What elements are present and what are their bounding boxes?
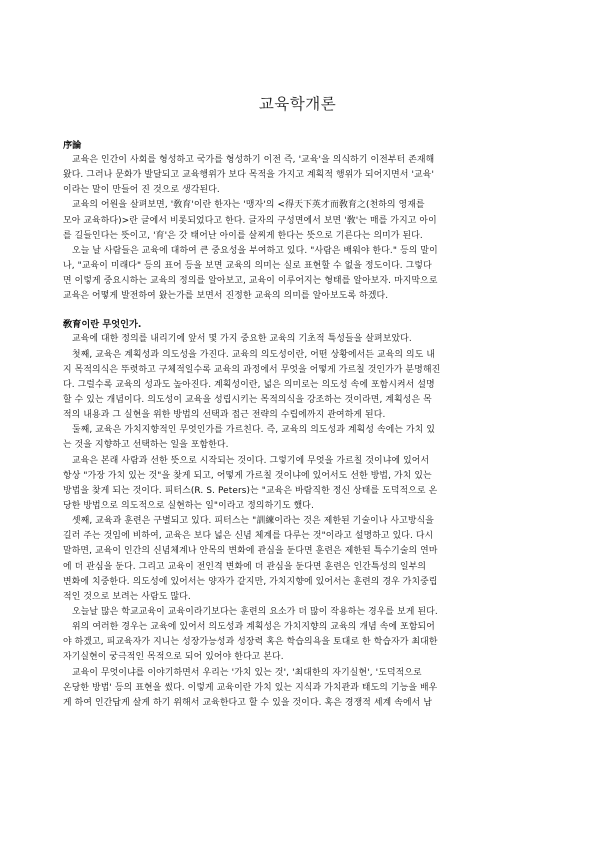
body-text-line: 나, "교육이 미래다" 등의 표어 등을 보면 교육의 의미는 실로 표현할 수 없을 정도이다. 그렇다 (63, 260, 432, 271)
body-text-line: 교육은 본래 사람과 선한 뜻으로 시작되는 것이다. 그렇기에 무엇을 가르칠 것이냐에 있어서 (72, 455, 430, 466)
body-text-line: 다. 그럴수록 교육의 성과도 높아진다. 계획성이란, 넓은 의미로는 의도성 속에 포함시켜서 설명 (63, 379, 435, 390)
body-text-line: 오늘 날 사람들은 교육에 대하여 큰 중요성을 부여하고 있다. "사람은 배워야 한다." 등의 말이 (72, 245, 438, 256)
section (63, 139, 533, 304)
body-text-line: 에 더 관심을 둔다. 그리고 교육이 전인격 변화에 더 관심을 둔다면 훈련은 인간특성의 일부의 (63, 561, 427, 572)
body-text-line: 면 이렇게 중요시하는 교육의 정의를 알아보고, 교육이 이루어지는 형태를 알아보자. 마지막으로 (63, 276, 438, 287)
body-text-line: 적의 내용과 그 실현을 위한 방법의 선택과 접근 전략의 수립에까지 관여하게 된다. (63, 410, 386, 421)
body-text-line: 지 목적의식은 뚜렷하고 구체적일수록 교육의 과정에서 무엇을 어떻게 가르칠 것인가가 분명해진 (63, 364, 441, 375)
body-text-line: 첫째, 교육은 계획성과 의도성을 가진다. 교육의 의도성이란, 어떤 상황에서든 교육의 의도 내 (72, 349, 436, 360)
body-text-line: 는 것을 지향하고 선택하는 일을 포함한다. (63, 440, 229, 451)
body-text-line: 당한 방법으로 의도적으로 실현하는 일"이라고 정의하기도 했다. (63, 500, 314, 511)
body-text-line: 할 수 있는 개념이다. 의도성이 교육을 성립시키는 목적의식을 강조하는 것이라면, 계획성은 목 (63, 394, 432, 405)
document-title: 교육학개론 (258, 95, 337, 113)
body-text-line: 위의 여러한 경우는 교육에 있어서 의도성과 계획성은 가치지향의 교육의 개념 속에 포함되어 (72, 622, 435, 633)
body-text-line: 셋째, 교육과 훈련은 구별되고 있다. 피터스는 "訓練이라는 것은 제한된 기술이나 사고방식을 (72, 516, 434, 527)
section-heading: 敎育이란 무엇인가. (63, 319, 142, 331)
body-text-line: 모아 교육하다)>란 글에서 비롯되었다고 한다. 글자의 구성면에서 보면 '敎'는 매를 가지고 아이 (63, 215, 437, 226)
body-text-line: 오늘날 많은 학교교육이 교육이라기보다는 훈련의 요소가 더 많이 작용하는 경우를 보게 된다. (72, 606, 438, 617)
section-gap (63, 304, 533, 318)
body-text-line: 항상 "가장 가치 있는 것"을 찾게 되고, 어떻게 가르칠 것이냐에 있어서도 선한 방법, 가치 있는 (63, 470, 432, 481)
section (63, 318, 533, 711)
body-text-line: 온당한 방법' 등의 표현을 썼다. 이렇게 교육이란 가치 있는 지식과 가치관과 태도의 기능을 배우 (63, 682, 438, 693)
body-text-line: 교육은 인간이 사회를 형성하고 국가를 형성하기 이전 즉, '교육'을 의식하기 이전부터 존재해 (72, 155, 435, 165)
body-text-line: 교육에 대한 정의를 내리기에 앞서 몇 가지 중요한 교육의 기초적 특성들을 살펴보았다. (72, 334, 412, 345)
body-text-line: 둘째, 교육은 가치지향적인 무엇인가를 가르친다. 즉, 교육의 의도성과 계획성 속에는 가치 있 (72, 425, 436, 436)
body-text-line: 교육의 어원을 살펴보면, '敎育'이란 한자는 '맹자'의 <得天下英才而敎育之(천하의 영재를 (72, 200, 425, 211)
body-text-line: 게 하여 인간답게 살게 하기 위해서 교육한다고 할 수 있을 것이다. 혹은 경쟁적 세계 속에서 남 (63, 697, 433, 708)
document-body (63, 139, 533, 711)
body-text-line: 를 길들인다는 뜻이고, '育'은 갓 태어난 아이를 살찌게 한다는 뜻으로 기른다는 의미가 된다. (63, 230, 423, 241)
body-text-line: 말하면, 교육이 인간의 신념체계나 안목의 변화에 관심을 둔다면 훈련은 제한된 특수기술의 연마 (63, 546, 438, 557)
body-text-line: 방법을 찾게 되는 것이다. 피터스(R. S. Peters)는 "교육은 바람직한 정신 상태를 도덕적으로 온 (63, 485, 438, 496)
body-text-line: 적인 것으로 보려는 사람도 많다. (63, 591, 191, 602)
body-text-line: 변화에 치중한다. 의도성에 있어서는 양자가 같지만, 가치지향에 있어서는 훈련의 경우 가치중립 (63, 576, 438, 587)
section-heading: 序論 (63, 140, 82, 151)
body-text-line: 야 하겠고, 피교육자가 지니는 성장가능성과 성장력 혹은 학습의욕을 토대로 한 학습자가 최대한 (63, 637, 438, 648)
body-text-line: 교육이 무엇이냐를 이야기하면서 우리는 '가치 있는 것', '최대한의 자기실현', '도덕적으로 (72, 667, 422, 678)
body-text-line: 자기실현이 궁극적인 목적으로 되어 있어야 한다고 본다. (63, 652, 284, 663)
body-text-line: 교육은 어떻게 발전하여 왔는가를 보면서 진정한 교육의 의미를 알아보도록 하겠다. (63, 291, 389, 302)
body-text-line: 이라는 말이 만들어 진 것으로 생각된다. (63, 185, 220, 196)
body-text-line: 길러 주는 것임에 비하여, 교육은 보다 넓은 신념 체계를 다루는 것"이라고 설명하고 있다. 다시 (63, 531, 434, 542)
body-text-line: 왔다. 그러나 문화가 발달되고 교육행위가 보다 목적을 가지고 계획적 행위가 되어지면서 '교육' (63, 170, 435, 181)
